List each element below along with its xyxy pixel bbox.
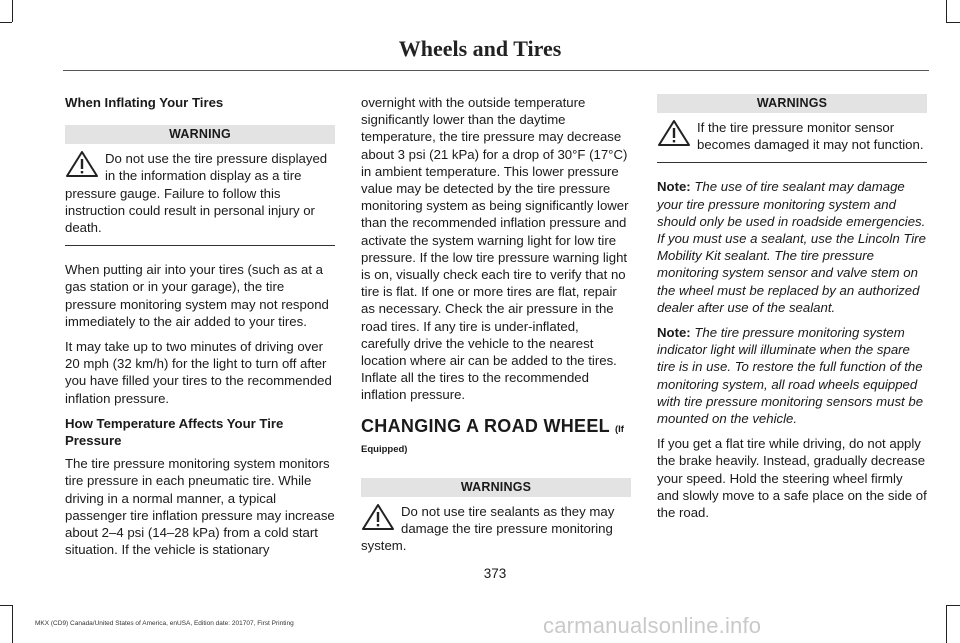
warning-block <box>65 150 335 236</box>
note-text: The tire pressure monitoring system indicator light will illuminate when the spare tire is in use. To restore the full function of the monitoring system, all road wheels equipped with tire pressure monitoring sensors must be mounted on the vehicle. <box>657 325 924 427</box>
note-label: Note: <box>657 179 691 195</box>
paragraph: The tire pressure monitoring system monitors tire pressure in each pneumatic tire. While driving in a normal manner, a typical passenger tire inflation pressure may increase about 2–4 psi (14–28 kPa) from a cold start situation. If the vehicle is stationary <box>65 456 335 558</box>
paragraph: overnight with the outside temperature significantly lower than the daytime temperature, the tire pressure may decrease about 3 psi (21 kPa) for a drop of 30°F (17°C) in ambient temperature. This lower pressure value may be detected by the tire pressure monitoring system as being significantly lower than the recommended inflation pressure and activate the system warning light for low tire pressure. If the low tire pressure warning light is on, visually check each tire to verify that no tire is flat. If one or more tires are flat, repair as necessary. Check the air pressure in the road tires. If any tire is under-inflated, carefully drive the vehicle to the nearest location where air can be added to the tires. Inflate all the tires to the recommended inflation pressure. <box>361 95 629 403</box>
footer-edition-text: MKX (CD9) Canada/United States of America, enUSA, Edition date: 201707, First Printing <box>35 620 294 627</box>
subhead-inflating: When Inflating Your Tires <box>65 95 224 110</box>
subhead-temperature: How Temperature Affects Your Tire Pressure <box>65 415 284 449</box>
warning-block <box>361 503 631 555</box>
warning-divider <box>65 245 335 246</box>
crop-mark-top-right-h <box>946 22 960 23</box>
crop-mark-bottom-left-h <box>0 605 12 606</box>
section-title-text: CHANGING A ROAD WHEEL <box>361 415 610 436</box>
note-label: Note: <box>657 325 691 341</box>
warning-triangle-icon <box>65 150 99 178</box>
watermark: carmanualsonline.info <box>543 613 762 638</box>
paragraph: It may take up to two minutes of driving over 20 mph (32 km/h) for the light to turn off after you have filled your tires to the recommended inflation pressure. <box>65 339 332 406</box>
page-number: 373 <box>483 566 507 581</box>
warning-text: Do not use tire sealants as they may damage the tire pressure monitoring system. <box>361 504 615 554</box>
warning-block <box>657 119 927 153</box>
warnings-label: WARNINGS <box>657 94 927 113</box>
paragraph: If you get a flat tire while driving, do not apply the brake heavily. Instead, gradually decrease your speed. Hold the steering wheel firmly and slowly move to a safe place on the side of the road. <box>657 436 927 521</box>
page-title: Wheels and Tires <box>398 36 562 61</box>
header-divider <box>63 70 929 71</box>
column-2 <box>361 94 631 555</box>
warning-text: If the tire pressure monitor sensor becomes damaged it may not function. <box>697 120 924 153</box>
crop-mark-bottom-right-h <box>946 605 960 606</box>
warning-text: Do not use the tire pressure displayed in the information display as a tire pressure gauge. Failure to follow this instruction could result in personal injury or death. <box>65 151 328 236</box>
warning-divider <box>657 162 927 163</box>
crop-mark-top-right-v <box>946 0 947 22</box>
crop-mark-bottom-right-v <box>946 605 947 643</box>
column-3 <box>657 94 927 529</box>
section-title-suffix: (If Equipped) <box>361 423 624 455</box>
note-text: The use of tire sealant may damage your tire pressure monitoring system and should only be used in roadside emergencies. If you must use a sealant, use the Lincoln Tire Mobility Kit sealant. The tire pressure monitoring system sensor and valve stem on the wheel must be replaced by an authorized dealer after use of the sealant. <box>657 179 926 315</box>
crop-mark-top-left-v <box>12 0 13 22</box>
crop-mark-top-left-h <box>0 22 12 23</box>
note <box>657 324 927 427</box>
paragraph: When putting air into your tires (such as at a gas station or in your garage), the tire pressure monitoring system may not respond immediately to the air added to your tires. <box>65 262 329 329</box>
column-1 <box>65 94 335 566</box>
crop-mark-bottom-left-v <box>12 605 13 643</box>
warnings-label: WARNINGS <box>361 478 631 497</box>
warning-triangle-icon <box>361 503 395 531</box>
warning-triangle-icon <box>657 119 691 147</box>
section-title <box>361 415 631 458</box>
note <box>657 178 927 316</box>
warning-label: WARNING <box>65 125 335 144</box>
